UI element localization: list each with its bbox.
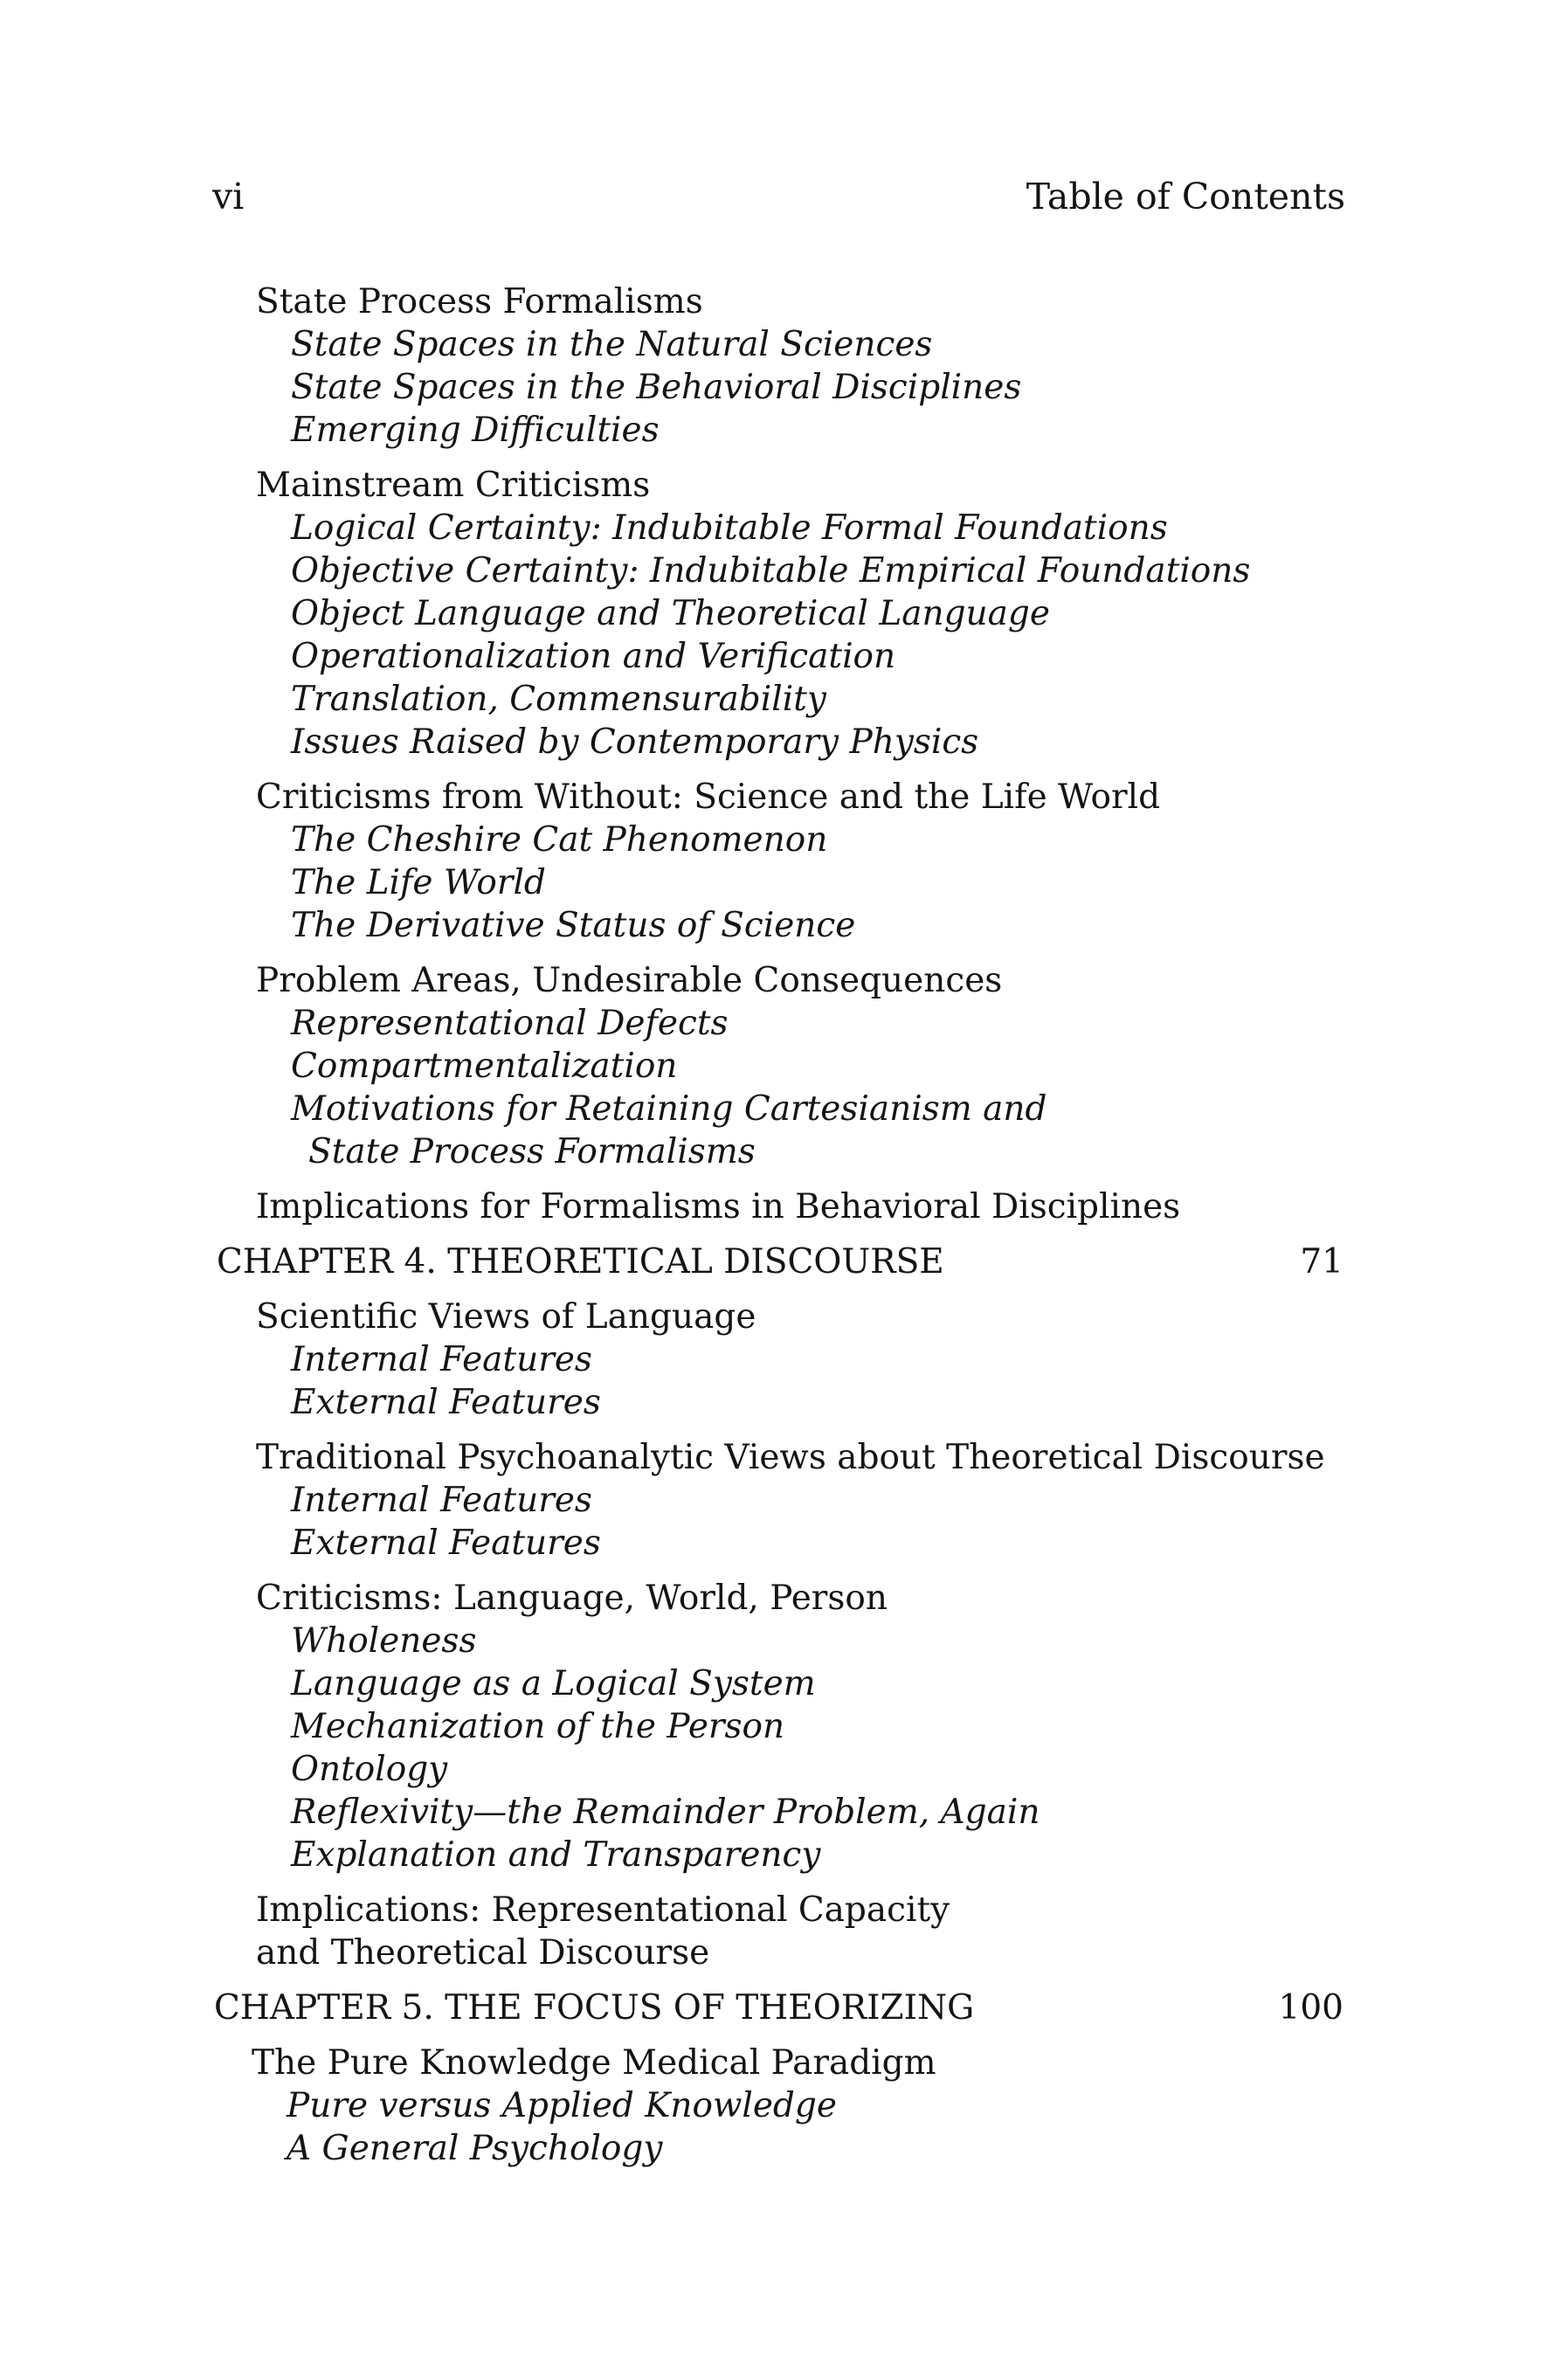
running-title: Table of Contents	[1026, 176, 1345, 218]
toc-subsection: Representational Defects	[291, 1004, 729, 1043]
toc-subsection: Language as a Logical System	[291, 1664, 816, 1703]
toc-subsection: Operationalization and Verification	[291, 637, 896, 676]
toc-subsection: Object Language and Theoretical Language	[291, 594, 1050, 633]
toc-subsection: Issues Raised by Contemporary Physics	[291, 722, 979, 762]
toc-subsection: External Features	[291, 1383, 601, 1422]
toc-subsection: External Features	[291, 1524, 601, 1563]
page-number: vi	[212, 176, 245, 218]
toc-section: Problem Areas, Undesirable Consequences	[256, 961, 1003, 1000]
toc-section: Scientific Views of Language	[256, 1297, 756, 1337]
toc-subsection: State Spaces in the Behavioral Disciplines	[291, 368, 1022, 407]
toc-subsection-continued: State Process Formalisms	[308, 1132, 756, 1171]
toc-subsection: Emerging Difficulties	[291, 411, 660, 450]
toc-subsection: Logical Certainty: Indubitable Formal Foundations	[291, 508, 1168, 548]
chapter-page-number: 71	[1300, 1242, 1344, 1282]
toc-subsection: The Derivative Status of Science	[291, 906, 856, 945]
toc-subsection: Reflexivity—the Remainder Problem, Again	[291, 1793, 1040, 1832]
toc-subsection: Pure versus Applied Knowledge	[287, 2086, 837, 2125]
toc-subsection: Translation, Commensurability	[291, 680, 826, 719]
chapter-page-number: 100	[1278, 1988, 1344, 2028]
toc-subsection: The Cheshire Cat Phenomenon	[291, 820, 828, 860]
toc-section: The Pure Knowledge Medical Paradigm	[252, 2043, 936, 2083]
toc-subsection: Wholeness	[291, 1621, 477, 1661]
toc-subsection: The Life World	[291, 863, 546, 902]
toc-subsection: A General Psychology	[287, 2129, 663, 2168]
toc-subsection: Motivations for Retaining Cartesianism and	[291, 1089, 1047, 1129]
toc-subsection: Explanation and Transparency	[291, 1835, 821, 1875]
toc-section-continued: and Theoretical Discourse	[256, 1933, 710, 1973]
toc-subsection: Internal Features	[291, 1340, 592, 1379]
toc-subsection: Compartmentalization	[291, 1047, 678, 1086]
toc-subsection: Mechanization of the Person	[291, 1707, 785, 1746]
toc-section: Traditional Psychoanalytic Views about Theoretical Discourse	[256, 1438, 1325, 1477]
toc-section: Mainstream Criticisms	[256, 466, 651, 505]
toc-subsection: Ontology	[291, 1750, 448, 1789]
toc-section: Implications for Formalisms in Behavioral Disciplines	[256, 1187, 1181, 1226]
toc-subsection: State Spaces in the Natural Sciences	[291, 325, 933, 364]
toc-section: Implications: Representational Capacity	[256, 1890, 950, 1930]
toc-subsection: Internal Features	[291, 1481, 592, 1520]
toc-section: Criticisms from Without: Science and the Life World	[256, 777, 1161, 817]
toc-section: State Process Formalisms	[256, 282, 703, 321]
chapter-heading: CHAPTER 4. THEORETICAL DISCOURSE	[217, 1242, 944, 1282]
toc-section: Criticisms: Language, World, Person	[256, 1579, 888, 1618]
toc-subsection: Objective Certainty: Indubitable Empirical Foundations	[291, 551, 1251, 591]
chapter-heading: CHAPTER 5. THE FOCUS OF THEORIZING	[214, 1988, 975, 2028]
